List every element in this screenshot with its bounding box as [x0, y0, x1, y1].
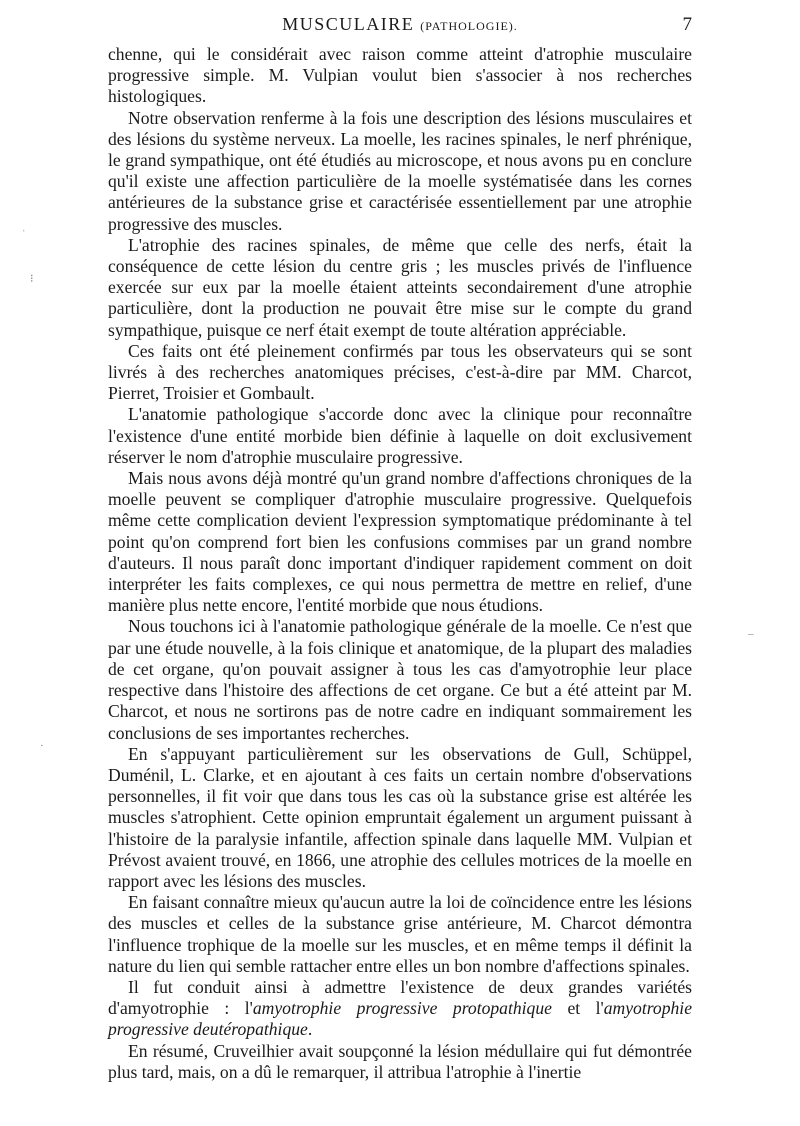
paragraph: En faisant connaître mieux qu'aucun autre la loi de coïncidence entre les lésions des muscles et celles de la substance grise antérieure, M. Charcot démontra l'influence trophique de la moelle sur les muscles, et en même temps il définit la nature du lien qui semble rattacher entre elles un bon nombre d'affections spinales. [108, 892, 692, 976]
paragraph: En s'appuyant particulièrement sur les observations de Gull, Schüppel, Duménil, L. Clarke, et en ajoutant à ces faits un certain nombre d'observations personnelles, il fit voir que dans tous les cas où la substance grise est altérée les muscles s'atrophient. Cette opinion empruntait également un argument puissant à l'histoire de la paralysie infantile, affection spinale dans laquelle MM. Vulpian et Prévost avaient trouvé, en 1866, une atrophie des cellules motrices de la moelle en rapport avec les lésions des muscles. [108, 743, 692, 891]
page-number: 7 [682, 14, 692, 35]
varieties-lead: Il fut conduit ainsi à admettre l'existence de deux grandes variétés d'amyotrophie : l' [108, 976, 692, 1019]
paragraph: Notre observation renferme à la fois une description des lésions musculaires et des lésions du système nerveux. La moelle, les racines spinales, le nerf phrénique, le grand sympathique, ont été étudiés au microscope, et nous avons pu en conclure qu'il existe une affection particulière de la moelle systématisée dans les cornes antérieures de la substance grise et caractérisée essentiellement par une atrophie progressive des muscles. [108, 107, 692, 234]
running-head [108, 14, 692, 40]
margin-speck: – [748, 628, 754, 640]
paragraph-varieties [108, 977, 692, 1041]
paragraph: L'anatomie pathologique s'accorde donc avec la clinique pour reconnaître l'existence d'une entité morbide bien définie à laquelle on doit exclusivement réserver le nom d'atrophie musculaire progressive. [108, 404, 692, 467]
paragraph: Ces faits ont été pleinement confirmés par tous les observateurs qui se sont livrés à des recherches anatomiques précises, c'est-à-dire par MM. Charcot, Pierret, Troisier et Gombault. [108, 340, 692, 404]
varieties-end: . [307, 1019, 313, 1040]
varieties-mid: et l' [551, 998, 604, 1019]
running-title-main: MUSCULAIRE [282, 14, 415, 34]
paragraph-continued: chenne, qui le considérait avec raison comme atteint d'atrophie musculaire progressive simple. M. Vulpian voulut bien s'associer à nos recherches histologiques. [108, 44, 692, 107]
margin-speck: ⁝ [30, 273, 34, 285]
term-protopathique: amyotrophie progressive protopathique [252, 998, 552, 1019]
paragraph: Mais nous avons déjà montré qu'un grand nombre d'affections chroniques de la moelle peuvent se compliquer d'atrophie musculaire progressive. Quelquefois même cette complication devient l'expression symptomatique prédominante à tel point qu'on comprend fort bien les confusions commises par un grand nombre d'auteurs. Il nous paraît donc important d'indiquer rapidement comment on doit interpréter les faits complexes, ce qui nous permettra de mettre en relief, d'une manière plus nette encore, l'entité morbide que nous étudions. [108, 468, 692, 616]
paragraph: L'atrophie des racines spinales, de même que celle des nerfs, était la conséquence de cette lésion du centre gris ; les muscles privés de l'influence exercée sur eux par la moelle étaient atteints secondairement d'une atrophie particulière, dont la production ne pouvait être mise sur le compte du grand sympathique, puisque ce nerf était exempt de toute altération appréciable. [108, 234, 692, 340]
paragraph-last: En résumé, Cruveilhier avait soupçonné la lésion médullaire qui fut démontrée plus tard, mais, on a dû le remarquer, il attribua l'atrophie à l'inertie [108, 1040, 692, 1082]
running-title [108, 14, 692, 35]
term-deuteropathique: amyotrophie progressive deutéropathique [108, 998, 692, 1040]
body-text [108, 44, 692, 1083]
margin-speck: · [40, 740, 44, 752]
running-title-subtitle: (PATHOLOGIE). [420, 19, 518, 33]
margin-speck: ˈ [22, 228, 26, 240]
paragraph: Nous touchons ici à l'anatomie pathologique générale de la moelle. Ce n'est que par une étude nouvelle, à la fois clinique et anatomique, de la plupart des maladies de cet organe, qu'on pouvait assigner à tous les cas d'amyotrophie leur place respective dans l'histoire des affections de cet organe. Ce but a été atteint par M. Charcot, et nous ne sortirons pas de notre cadre en indiquant sommairement les conclusions de ses importantes recherches. [108, 616, 692, 743]
